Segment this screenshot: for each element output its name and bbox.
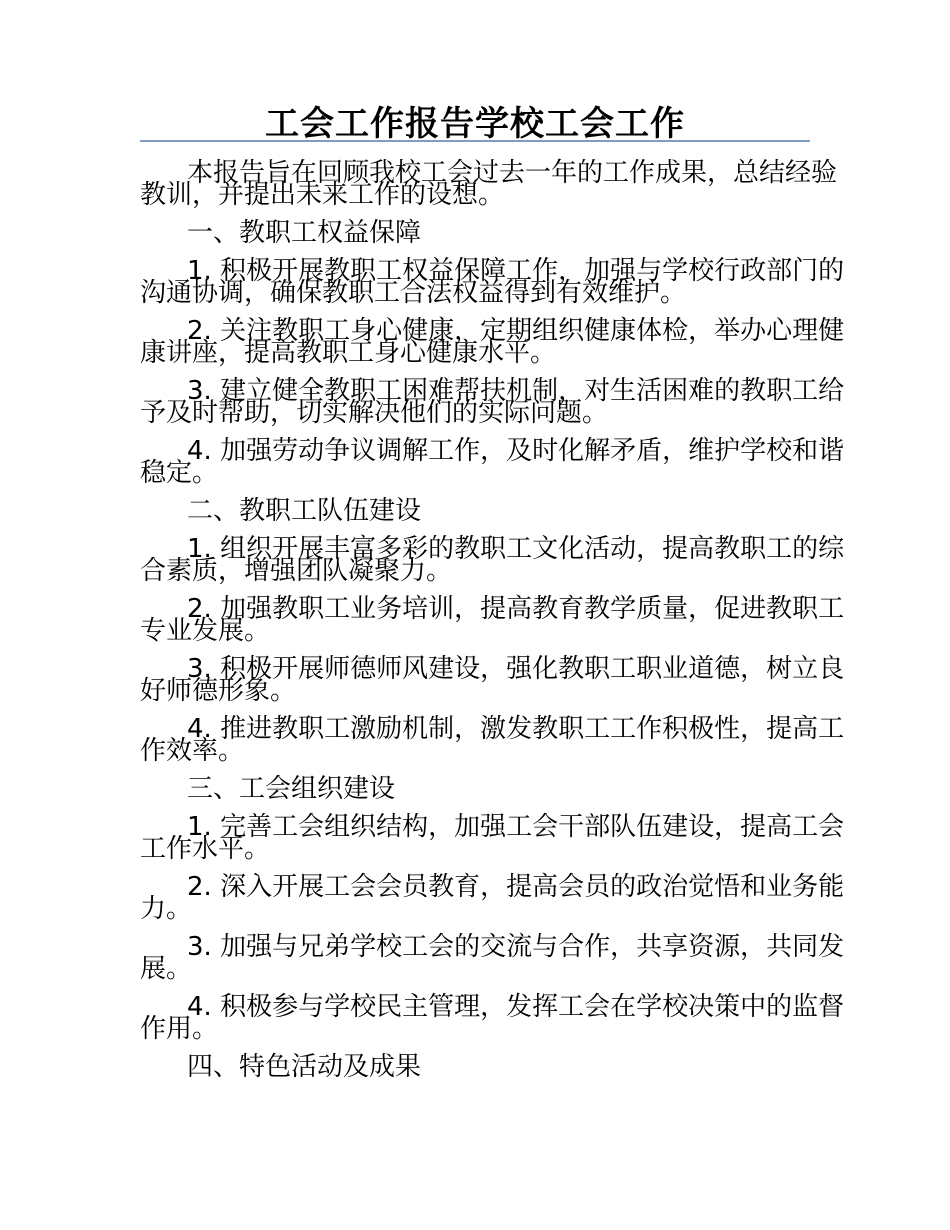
text-line: 工作水平。 [140, 834, 271, 864]
paragraph [140, 992, 845, 1044]
section-heading [140, 1052, 810, 1082]
text-line: 教训，并提出未来工作的设想。 [140, 180, 505, 210]
text-line: 本报告旨在回顾我校工会过去一年的工作成果，总结经验 [187, 158, 838, 188]
paragraph [140, 436, 845, 488]
text-line: 4. 积极参与学校民主管理，发挥工会在学校决策中的监督 [187, 992, 845, 1022]
paragraph [140, 872, 845, 924]
text-line: 好师德形象。 [140, 676, 297, 706]
text-line: 四、特色活动及成果 [187, 1052, 422, 1082]
text-line: 予及时帮助，切实解决他们的实际问题。 [140, 398, 609, 428]
text-line: 稳定。 [140, 458, 219, 488]
text-line: 4. 推进教职工激励机制，激发教职工工作积极性，提高工 [187, 714, 845, 744]
document-title: 工会工作报告学校工会工作 [265, 104, 685, 144]
text-line: 三、工会组织建设 [187, 774, 396, 804]
text-line: 一、教职工权益保障 [187, 218, 422, 248]
text-line: 展。 [140, 954, 193, 984]
text-line: 沟通协调，确保教职工合法权益得到有效维护。 [140, 278, 687, 308]
document-body [140, 158, 845, 1094]
paragraph [140, 376, 845, 428]
paragraph [140, 316, 845, 368]
paragraph [140, 654, 845, 706]
paragraph [140, 594, 845, 646]
text-line: 1. 积极开展教职工权益保障工作，加强与学校行政部门的 [187, 256, 845, 286]
text-line: 4. 加强劳动争议调解工作，及时化解矛盾，维护学校和谐 [187, 436, 845, 466]
text-line: 2. 加强教职工业务培训，提高教育教学质量，促进教职工 [187, 594, 845, 624]
section-heading [140, 218, 810, 248]
text-line: 合素质，增强团队凝聚力。 [140, 556, 453, 586]
paragraph [140, 256, 845, 308]
text-line: 二、教职工队伍建设 [187, 496, 422, 526]
text-line: 力。 [140, 894, 193, 924]
paragraph [140, 932, 845, 984]
text-line: 3. 建立健全教职工困难帮扶机制，对生活困难的教职工给 [187, 376, 845, 406]
paragraph [140, 812, 845, 864]
text-line: 2. 关注教职工身心健康，定期组织健康体检，举办心理健 [187, 316, 845, 346]
section-heading [140, 496, 810, 526]
paragraph [140, 714, 845, 766]
text-line: 2. 深入开展工会会员教育，提高会员的政治觉悟和业务能 [187, 872, 845, 902]
paragraph [140, 158, 838, 210]
title-underline [140, 140, 810, 142]
text-line: 3. 加强与兄弟学校工会的交流与合作，共享资源，共同发 [187, 932, 845, 962]
text-line: 作效率。 [140, 736, 245, 766]
paragraph [140, 534, 845, 586]
text-line: 3. 积极开展师德师风建设，强化教职工职业道德，树立良 [187, 654, 845, 684]
text-line: 康讲座，提高教职工身心健康水平。 [140, 338, 557, 368]
section-heading [140, 774, 810, 804]
text-line: 作用。 [140, 1014, 219, 1044]
text-line: 1. 组织开展丰富多彩的教职工文化活动，提高教职工的综 [187, 534, 845, 564]
text-line: 专业发展。 [140, 616, 271, 646]
text-line: 1. 完善工会组织结构，加强工会干部队伍建设，提高工会 [187, 812, 845, 842]
